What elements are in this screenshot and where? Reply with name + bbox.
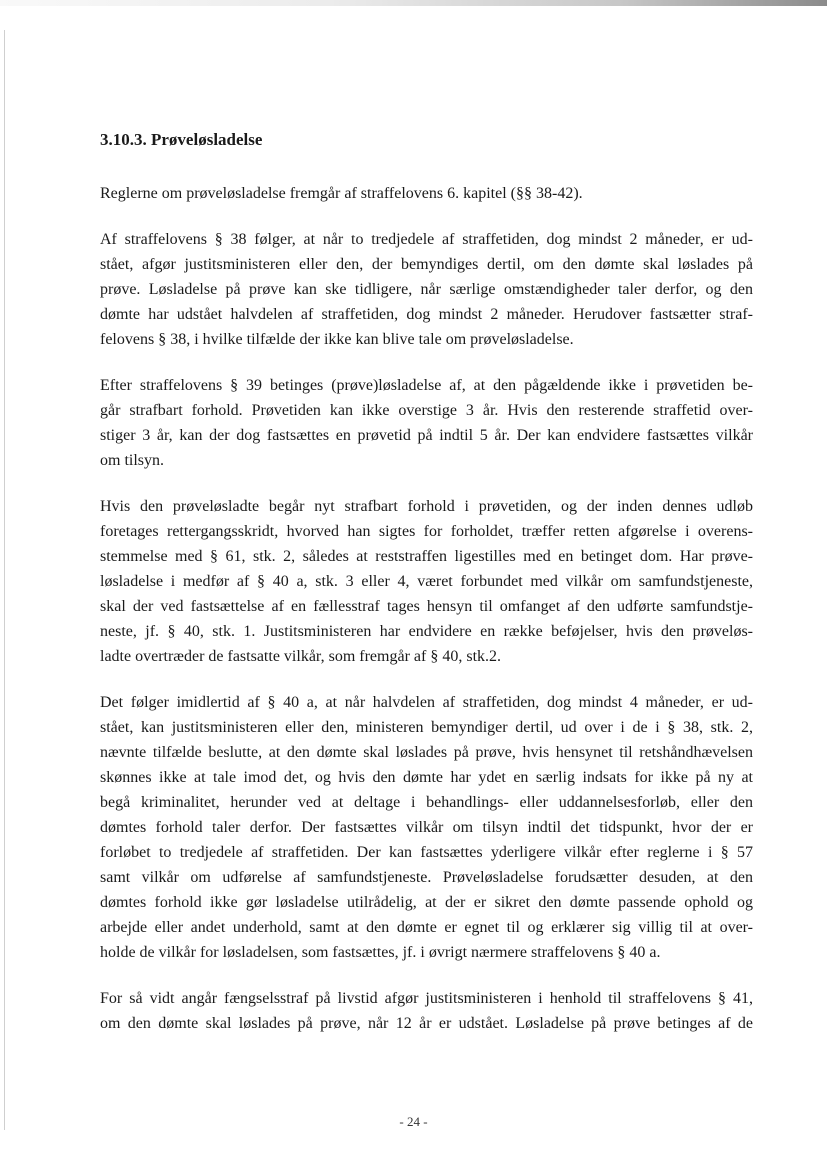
text-line: Hvis den prøveløsladte begår nyt strafbart forhold i prøvetiden, og der inden dennes udløb bbox=[100, 498, 753, 515]
text-line: nævnte tilfælde beslutte, at den dømte skal løslades på prøve, hvis hensynet til retshåndhævelsen bbox=[100, 744, 753, 761]
paragraph bbox=[100, 373, 753, 473]
scan-edge-left bbox=[4, 30, 5, 1130]
text-line: Det følger imidlertid af § 40 a, at når halvdelen af straffetiden, dog mindst 4 måneder, er ud- bbox=[100, 694, 753, 711]
text-line: holde de vilkår for løsladelsen, som fastsættes, jf. i øvrigt nærmere straffelovens § 40 a. bbox=[100, 944, 661, 961]
text-line: skønnes ikke at tale imod det, og hvis den dømte har ydet en særlig indsats for ikke på ny at bbox=[100, 769, 753, 786]
text-line: stået, kan justitsministeren eller den, ministeren bemyndiger dertil, ud over i de i § 38, stk. 2, bbox=[100, 719, 753, 736]
paragraph bbox=[100, 986, 753, 1036]
text-line: prøve. Løsladelse på prøve kan ske tidligere, når særlige omstændigheder taler derfor, og den bbox=[100, 281, 753, 298]
paragraph bbox=[100, 181, 753, 206]
text-line: Reglerne om prøveløsladelse fremgår af straffelovens 6. kapitel (§§ 38-42). bbox=[100, 185, 583, 202]
text-line: felovens § 38, i hvilke tilfælde der ikke kan blive tale om prøveløsladelse. bbox=[100, 331, 574, 348]
text-line: om tilsyn. bbox=[100, 452, 165, 469]
text-line: neste, jf. § 40, stk. 1. Justitsministeren har endvidere en række beføjelser, hvis den prøveløs- bbox=[100, 623, 753, 640]
text-line: stået, afgør justitsministeren eller den, der bemyndiges dertil, om den dømte skal løslades på bbox=[100, 256, 753, 273]
text-line: skal der ved fastsættelse af en fællesstraf tages hensyn til omfanget af den udførte samfundstje- bbox=[100, 598, 753, 615]
page-number: - 24 - bbox=[399, 1114, 428, 1129]
section-heading: 3.10.3. Prøveløsladelse bbox=[100, 130, 263, 149]
text-line: forløbet to tredjedele af straffetiden. Der kan fastsættes yderligere vilkår efter reglerne i § 57 bbox=[100, 844, 753, 861]
document-page bbox=[100, 128, 753, 1057]
text-line: ladte overtræder de fastsatte vilkår, som fremgår af § 40, stk.2. bbox=[100, 648, 502, 665]
paragraph bbox=[100, 227, 753, 352]
text-line: om den dømte skal løslades på prøve, når 12 år er udstået. Løsladelse på prøve betinges af de bbox=[100, 1015, 753, 1032]
text-line: Efter straffelovens § 39 betinges (prøve)løsladelse af, at den pågældende ikke i prøvetiden be- bbox=[100, 377, 753, 394]
paragraph bbox=[100, 494, 753, 669]
text-line: Af straffelovens § 38 følger, at når to tredjedele af straffetiden, dog mindst 2 måneder, er ud- bbox=[100, 231, 753, 248]
text-line: arbejde eller andet underhold, samt at den dømte er egnet til og erklærer sig villig til at over- bbox=[100, 919, 753, 936]
text-line: samt vilkår om udførelse af samfundstjeneste. Prøveløsladelse forudsætter desuden, at den bbox=[100, 869, 753, 886]
text-line: dømtes forhold taler derfor. Der fastsættes vilkår om tilsyn indtil det tidspunkt, hvor der er bbox=[100, 819, 753, 836]
scan-edge-top bbox=[0, 0, 827, 6]
body-text bbox=[100, 181, 753, 1036]
text-line: stemmelse med § 61, stk. 2, således at reststraffen ligestilles med en betinget dom. Har prøve- bbox=[100, 548, 753, 565]
text-line: stiger 3 år, kan der dog fastsættes en prøvetid på indtil 5 år. Der kan endvidere fastsættes vilkår bbox=[100, 427, 753, 444]
paragraph bbox=[100, 690, 753, 965]
text-line: begå kriminalitet, herunder ved at deltage i behandlings- eller uddannelsesforløb, eller den bbox=[100, 794, 753, 811]
text-line: dømtes forhold ikke gør løsladelse utilrådelig, at der er sikret den dømte passende ophold og bbox=[100, 894, 753, 911]
text-line: dømte har udstået halvdelen af straffetiden, dog mindst 2 måneder. Herudover fastsætter straf- bbox=[100, 306, 753, 323]
text-line: løsladelse i medfør af § 40 a, stk. 3 eller 4, været forbundet med vilkår om samfundstjeneste, bbox=[100, 573, 753, 590]
text-line: foretages rettergangsskridt, hvorved han sigtes for forholdet, træffer retten afgørelse i overens- bbox=[100, 523, 753, 540]
text-line: For så vidt angår fængselsstraf på livstid afgør justitsministeren i henhold til straffelovens § 41, bbox=[100, 990, 753, 1007]
text-line: går strafbart forhold. Prøvetiden kan ikke overstige 3 år. Hvis den resterende straffetid over- bbox=[100, 402, 753, 419]
